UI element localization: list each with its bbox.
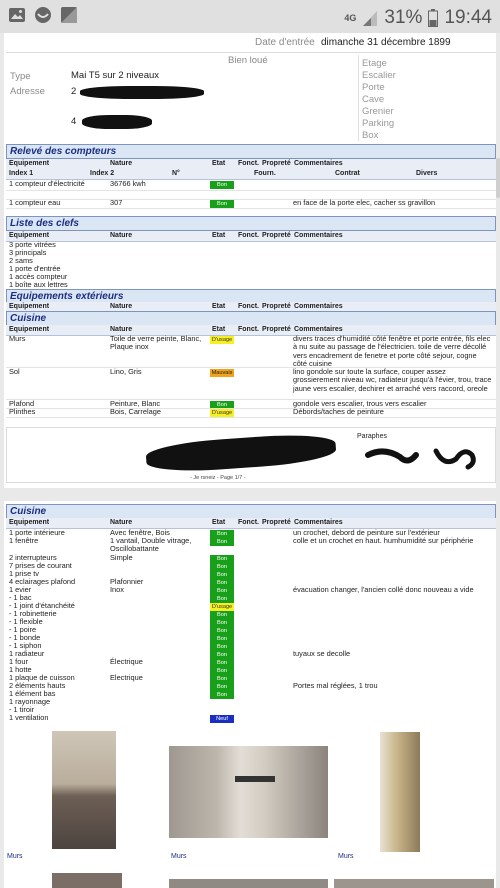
- status-badge: Bon: [210, 675, 234, 683]
- key-item: 3 porte vitrées: [9, 240, 56, 249]
- type-value: Mai T5 sur 2 niveaux: [71, 70, 160, 81]
- redaction-mark: [80, 86, 204, 99]
- battery-percentage: 31%: [384, 7, 423, 28]
- col-etat: Etat: [212, 519, 226, 526]
- col-index-2: Index 2: [90, 170, 115, 177]
- status-badge: Bon: [210, 651, 234, 659]
- date-label: Date d'entrée: [255, 37, 315, 48]
- row-equipement: - 1 flexible: [9, 617, 43, 626]
- document-page-1: [4, 33, 496, 488]
- meter-equipement: 1 compteur d'électricité: [9, 179, 85, 188]
- col-numero: N°: [172, 170, 180, 177]
- meter-commentaire: en face de la porte elec, cacher ss gravillon: [293, 198, 436, 207]
- header-divider: [6, 52, 496, 53]
- right-label-porte: Porte: [362, 82, 385, 93]
- key-item: 3 principals: [9, 248, 47, 257]
- row-nature: Bois, Carrelage: [110, 407, 161, 416]
- row-commentaire: colle et un crochet en haut. humhumidité sur périphérie: [293, 536, 474, 545]
- photo-caption: Murs: [171, 853, 187, 860]
- row-commentaire: gondole vers escalier, trous vers escalier: [293, 399, 427, 408]
- row-nature: Avec fenêtre, Bois: [110, 528, 170, 537]
- col-etat: Etat: [212, 232, 226, 239]
- header-column-divider: [358, 55, 359, 141]
- messenger-icon: [34, 6, 52, 24]
- row-commentaire: lino gondole sur toute la surface, couper assez grossierement niveau wc, radiateur jusqu'à l'évier, trou, trace jaune vers escalier, dechirer et arraché vers raccord, oreole: [293, 367, 492, 393]
- scrollbar[interactable]: [496, 158, 500, 198]
- status-badge: Bon: [210, 611, 234, 619]
- gallery-icon: [8, 6, 26, 24]
- col-fonct: Fonct.: [238, 303, 259, 310]
- row-equipement: 1 fenêtre: [9, 536, 39, 545]
- key-item: 2 sams: [9, 256, 33, 265]
- col-nature: Nature: [110, 160, 133, 167]
- col-proprete: Propreté: [262, 303, 291, 310]
- col-nature: Nature: [110, 519, 133, 526]
- row-nature: Toile de verre peinte, Blanc, Plaque inox: [110, 334, 202, 352]
- status-badge: Mauvais: [211, 370, 233, 376]
- row-commentaire: Débords/taches de peinture: [293, 407, 384, 416]
- status-badge: Bon: [210, 595, 234, 603]
- photo-thumbnail[interactable]: [334, 879, 494, 888]
- status-icons-left: [8, 6, 78, 24]
- row-equipement: 1 radiateur: [9, 649, 45, 658]
- row-divider: [6, 190, 496, 191]
- type-label: Type: [10, 71, 31, 82]
- right-label-box: Box: [362, 130, 379, 141]
- col-commentaires: Commentaires: [294, 519, 343, 526]
- row-equipement: 1 evier: [9, 585, 32, 594]
- col-equipement: Equipement: [9, 232, 50, 239]
- col-etat: Etat: [212, 160, 226, 167]
- col-equipement: Equipement: [9, 519, 50, 526]
- col-commentaires: Commentaires: [294, 160, 343, 167]
- col-fournisseur: Fourn.: [254, 170, 276, 177]
- status-badge: Bon: [210, 659, 234, 667]
- col-equipement: Equipement: [9, 326, 50, 333]
- row-equipement: 1 élément bas: [9, 689, 56, 698]
- row-equipement: - 1 robinetterie: [9, 609, 57, 618]
- col-fonct: Fonct.: [238, 519, 259, 526]
- col-nature: Nature: [110, 232, 133, 239]
- section-keys-title: Liste des clefs: [6, 216, 496, 231]
- status-badge: Bon: [210, 643, 234, 651]
- status-badge: Bon: [210, 579, 234, 587]
- status-badge: Bon: [210, 627, 234, 635]
- status-badge: Bon: [210, 683, 234, 691]
- status-badge: Neuf: [210, 715, 234, 723]
- redaction-mark: [82, 115, 152, 129]
- page-footer: - Je rsneiz - Page 1/7 -: [190, 475, 246, 481]
- paraphe-signature: [364, 437, 484, 473]
- signal-icon: [362, 9, 378, 27]
- clock: 19:44: [444, 7, 492, 28]
- key-item: 1 boîte aux lettres: [9, 280, 68, 289]
- row-commentaire: un crochet, debord de peinture sur l'extérieur: [293, 528, 440, 537]
- status-badge: D'usage: [211, 604, 233, 610]
- row-commentaire: évacuation changer, l'ancien collé donc nouveau a vide: [293, 585, 474, 594]
- status-badge: Bon: [210, 530, 234, 538]
- section-cuisine-title: Cuisine: [6, 311, 496, 326]
- status-badge: Bon: [210, 691, 234, 699]
- photo-thumbnail[interactable]: [52, 873, 122, 888]
- status-badge: Bon: [210, 555, 234, 563]
- row-commentaire: Portes mal réglées, 1 trou: [293, 681, 378, 690]
- address-number: 2: [71, 86, 77, 97]
- section-cuisine-title: Cuisine: [6, 504, 496, 519]
- row-nature: Inox: [110, 585, 124, 594]
- col-commentaires: Commentaires: [294, 232, 343, 239]
- row-nature: Peinture, Blanc: [110, 399, 161, 408]
- row-equipement: 4 eclairages plafond: [9, 577, 76, 586]
- col-etat: Etat: [212, 326, 226, 333]
- col-contrat: Contrat: [335, 170, 360, 177]
- photo-murs-1[interactable]: [52, 731, 116, 849]
- col-divers: Divers: [416, 170, 438, 177]
- row-equipement: Sol: [9, 367, 20, 376]
- row-equipement: Murs: [9, 334, 26, 343]
- photo-caption: Murs: [338, 853, 354, 860]
- col-proprete: Propreté: [262, 326, 291, 333]
- row-nature: 1 vantail, Double vitrage, Oscillobattante: [110, 536, 192, 554]
- col-etat: Etat: [212, 303, 226, 310]
- row-equipement: 2 interrupteurs: [9, 553, 57, 562]
- photo-murs-2[interactable]: [169, 746, 328, 838]
- row-commentaire: tuyaux se decolle: [293, 649, 351, 658]
- status-badge: Bon: [210, 571, 234, 579]
- col-equipement: Equipement: [9, 160, 50, 167]
- row-nature: Electrique: [110, 673, 143, 682]
- col-fonct: Fonct.: [238, 326, 259, 333]
- section-meters-title: Relevé des compteurs: [6, 144, 496, 159]
- status-badge: Bon: [210, 200, 234, 208]
- row-equipement: 1 plaque de cuisson: [9, 673, 75, 682]
- status-badge: Bon: [210, 619, 234, 627]
- photo-thumbnail[interactable]: [169, 879, 328, 888]
- row-equipement: - 1 joint d'étanchéité: [9, 601, 75, 610]
- row-equipement: Plafond: [9, 399, 35, 408]
- right-label-grenier: Grenier: [362, 106, 394, 117]
- key-item: 1 accès compteur: [9, 272, 68, 281]
- photo-detail: [235, 776, 275, 782]
- row-equipement: Plinthes: [9, 407, 36, 416]
- row-equipement: 1 hotte: [9, 665, 32, 674]
- row-nature: Lino, Gris: [110, 367, 142, 376]
- col-nature: Nature: [110, 303, 133, 310]
- document-page-2: [4, 501, 496, 888]
- postcode: 4: [71, 116, 77, 127]
- row-equipement: 1 rayonnage: [9, 697, 51, 706]
- right-label-etage: Etage: [362, 58, 387, 69]
- status-badge: Bon: [210, 538, 234, 546]
- row-equipement: 1 prise tv: [9, 569, 39, 578]
- photo-caption: Murs: [7, 853, 23, 860]
- row-equipement: 1 porte intérieure: [9, 528, 65, 537]
- col-proprete: Propreté: [262, 519, 291, 526]
- col-fonct: Fonct.: [238, 160, 259, 167]
- status-badge: D'usage: [211, 337, 233, 343]
- meter-nature: 36766 kwh: [110, 179, 146, 188]
- battery-icon: [428, 9, 438, 27]
- app-icon: [60, 6, 78, 24]
- right-label-cave: Cave: [362, 94, 385, 105]
- status-badge: Bon: [210, 587, 234, 595]
- right-label-parking: Parking: [362, 118, 395, 129]
- status-badge: Bon: [210, 667, 234, 675]
- row-equipement: 1 four: [9, 657, 28, 666]
- status-badge: Bon: [210, 563, 234, 571]
- row-nature: Électrique: [110, 657, 143, 666]
- meter-nature: 307: [110, 198, 123, 207]
- row-equipement: 7 prises de courant: [9, 561, 72, 570]
- col-proprete: Propreté: [262, 160, 291, 167]
- col-proprete: Propreté: [262, 232, 291, 239]
- row-nature: Plafonnier: [110, 577, 144, 586]
- status-bar: [0, 0, 500, 33]
- photo-murs-3[interactable]: [380, 732, 420, 852]
- key-item: 1 porte d'entrée: [9, 264, 61, 273]
- status-icons-right: [344, 7, 492, 29]
- col-index-1: Index 1: [9, 170, 34, 177]
- row-equipement: 2 éléments hauts: [9, 681, 66, 690]
- col-nature: Nature: [110, 326, 133, 333]
- address-label: Adresse: [10, 86, 45, 97]
- row-equipement: - 1 bac: [9, 593, 32, 602]
- row-divider: [6, 208, 496, 209]
- status-badge: D'usage: [211, 410, 233, 416]
- col-fonct: Fonct.: [238, 232, 259, 239]
- right-label-escalier: Escalier: [362, 70, 396, 81]
- property-type: Bien loué: [228, 55, 268, 66]
- keys-column-header: [6, 231, 496, 242]
- row-equipement: - 1 poire: [9, 625, 37, 634]
- row-equipement: 1 ventilation: [9, 713, 49, 722]
- row-equipement: - 1 tiroir: [9, 705, 35, 714]
- row-divider: [6, 408, 496, 409]
- col-commentaires: Commentaires: [294, 326, 343, 333]
- paraphes-label: Paraphes: [357, 433, 387, 440]
- status-badge: Bon: [210, 181, 234, 189]
- col-equipement: Equipement: [9, 303, 50, 310]
- row-divider: [6, 417, 496, 418]
- row-equipement: - 1 bonde: [9, 633, 41, 642]
- status-badge: Bon: [210, 635, 234, 643]
- network-label: 4G: [344, 12, 357, 23]
- row-equipement: - 1 siphon: [9, 641, 42, 650]
- row-commentaire: divers traces d'humidité côté fenêtre et porte entrée, fils elec à nu suite au passage de l'électricien. toile de verre décollé vers encadrement de fenetre et porte côté sejour, cogne côté cuisine: [293, 334, 491, 369]
- meter-equipement: 1 compteur eau: [9, 198, 61, 207]
- section-exterior-title: Equipements extérieurs: [6, 289, 496, 304]
- document-viewer[interactable]: [0, 33, 500, 888]
- row-nature: Simple: [110, 553, 133, 562]
- date-value: dimanche 31 décembre 1899: [321, 37, 451, 48]
- status-badge: Bon: [210, 401, 234, 409]
- col-commentaires: Commentaires: [294, 303, 343, 310]
